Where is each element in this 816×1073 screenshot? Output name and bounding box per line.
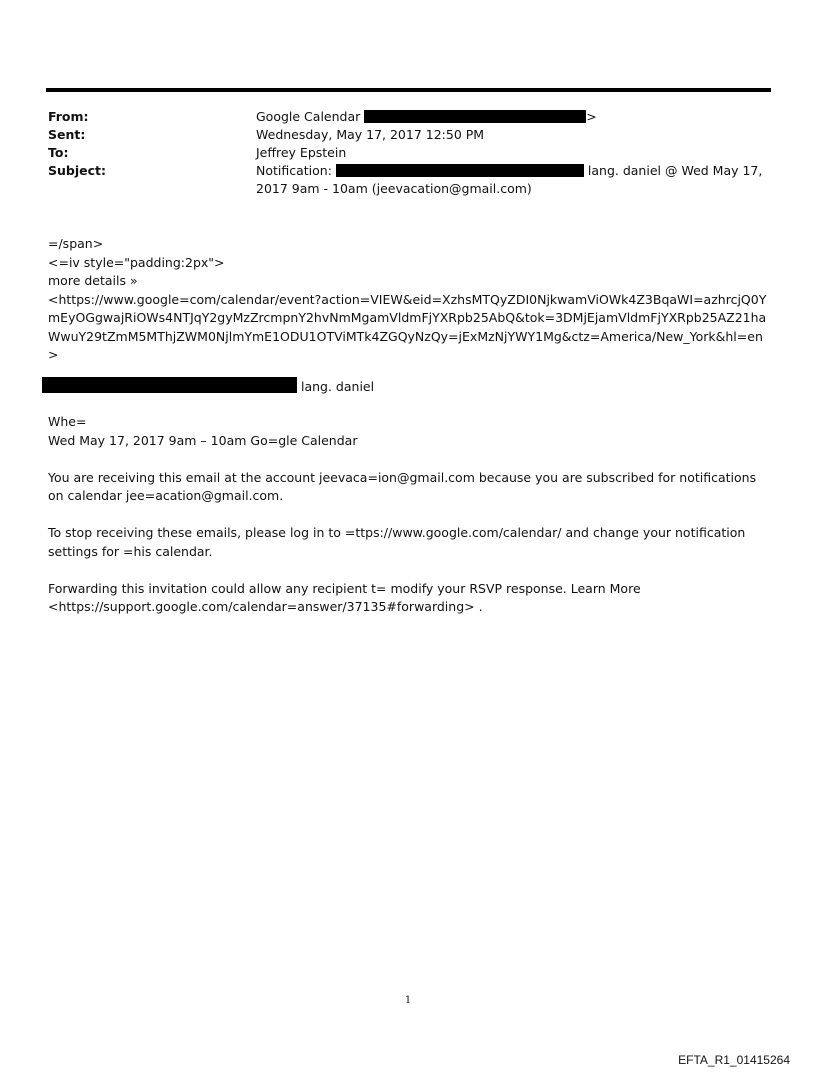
event-url-link[interactable]: <https://www.google=com/calendar/event?action=VIEW&eid=XzhsMTQyZDI0NjkwamViOWk4Z3BqaWI=azhrcjQ0YmEyOGgwajRiOWs4NTJqY2gyMzZrcmpnY2hvNmMgamVldmFjYXRpb25AbQ&tok=3DMjEjamVldmFjYXRpb25AZ21haWwuY29tZmM5MThjZWM0NjlmYmE1ODU1OTViMTk4ZGQyNzQy=jExMzNjYWY1Mg&ctz=America/New_York&hl=en> xyxy=(48,291,767,362)
redaction-box xyxy=(364,110,586,123)
receiving-paragraph: You are receiving this email at the account jeevaca=ion@gmail.com because you are subscribed for notifications on calendar jee=acation@gmail.com. xyxy=(48,469,757,503)
subject-prefix: Notification: xyxy=(256,163,332,178)
to-row xyxy=(48,144,768,162)
header-rule xyxy=(46,88,771,92)
sent-row xyxy=(48,126,768,144)
sent-value: Wednesday, May 17, 2017 12:50 PM xyxy=(256,127,485,142)
attendee-line xyxy=(42,377,374,396)
document-id: EFTA_R1_01415264 xyxy=(678,1053,790,1067)
forwarding-paragraph: Forwarding this invitation could allow any recipient t= modify your RSVP response. Learn More <https://support.google.com/calendar=answer/37135#forwarding> . xyxy=(48,580,641,614)
redaction-box xyxy=(42,377,297,393)
page-number: 1 xyxy=(404,995,412,1006)
stop-paragraph: To stop receiving these emails, please log in to =ttps://www.google.com/calendar/ and change your notification settings for =his calendar. xyxy=(48,525,746,559)
sent-label: Sent: xyxy=(48,127,86,142)
div-line: <=iv style="padding:2px"> xyxy=(48,254,225,270)
when-value: Wed May 17, 2017 9am – 10am Go=gle Calendar xyxy=(48,432,358,448)
when-label: Whe= xyxy=(48,414,87,429)
email-body-lower xyxy=(48,413,773,617)
subject-row xyxy=(48,162,768,198)
span-line: =/span> xyxy=(48,236,104,251)
email-header xyxy=(48,108,768,198)
from-row xyxy=(48,108,768,126)
from-suffix: > xyxy=(586,109,597,124)
to-value: Jeffrey Epstein xyxy=(256,145,347,160)
from-value: Google Calendar xyxy=(256,109,361,124)
attendee-name: lang. daniel xyxy=(300,379,375,394)
more-details-link[interactable]: more details » xyxy=(48,273,138,288)
redaction-box xyxy=(336,164,584,177)
subject-label: Subject: xyxy=(48,163,106,178)
subject-rest: lang. daniel @ Wed May 17, 2017 9am - 10am (jeevacation@gmail.com) xyxy=(256,163,763,196)
from-label: From: xyxy=(48,109,89,124)
email-body xyxy=(48,235,773,365)
to-label: To: xyxy=(48,145,69,160)
